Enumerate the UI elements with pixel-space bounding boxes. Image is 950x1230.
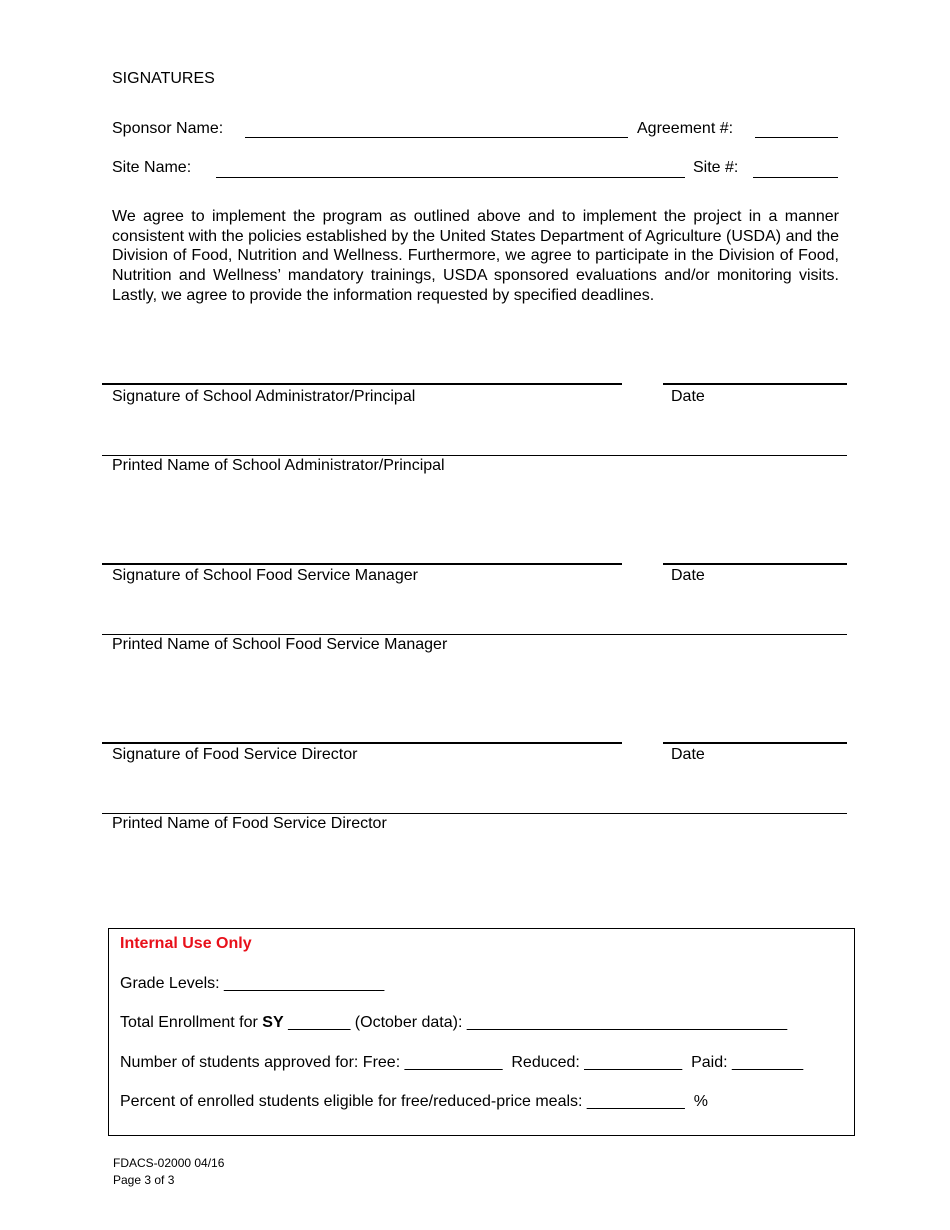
agreement-paragraph: We agree to implement the program as outlined above and to implement the project in a manner consistent with the policies established by the United States Department of Agriculture (USDA) and the Division of Food, Nutrition and Wellness. Furthermore, we agree to participate in the Division of Food, Nutrition and Wellness’ mandatory trainings, USDA sponsored evaluations and/or monitoring visits. Lastly, we agree to provide the information requested by specified deadlines. <box>112 208 839 304</box>
enrollment-prefix: Total Enrollment for <box>120 1014 263 1031</box>
site-name-label: Site Name: <box>112 159 192 176</box>
date-line[interactable] <box>663 383 847 385</box>
page-title: SIGNATURES <box>112 70 215 87</box>
sponsor-name-field[interactable] <box>245 121 628 138</box>
students-approved-field[interactable]: Number of students approved for: Free: ___________ Reduced: ___________ Paid: ________ <box>120 1054 804 1071</box>
site-number-label: Site #: <box>693 159 739 176</box>
printed-name-line[interactable] <box>102 813 847 814</box>
date-line[interactable] <box>663 563 847 565</box>
printed-name-label: Printed Name of Food Service Director <box>112 815 387 832</box>
agreement-number-field[interactable] <box>755 121 838 138</box>
printed-name-line[interactable] <box>102 634 847 635</box>
sponsor-name-label: Sponsor Name: <box>112 120 224 137</box>
enrollment-suffix: _______ (October data): ____________________________________ <box>283 1014 788 1031</box>
printed-name-line[interactable] <box>102 455 847 456</box>
signature-line[interactable] <box>102 742 622 744</box>
signature-label: Signature of School Administrator/Principal <box>112 388 416 405</box>
signature-line[interactable] <box>102 563 622 565</box>
signature-line[interactable] <box>102 383 622 385</box>
internal-use-title: Internal Use Only <box>120 935 252 952</box>
page-number: Page 3 of 3 <box>113 1173 175 1187</box>
printed-name-label: Printed Name of School Administrator/Principal <box>112 457 445 474</box>
grade-levels-field[interactable]: Grade Levels: __________________ <box>120 975 385 992</box>
site-number-field[interactable] <box>753 161 838 178</box>
site-name-field[interactable] <box>216 161 685 178</box>
percent-eligible-field[interactable]: Percent of enrolled students eligible for free/reduced-price meals: ___________ % <box>120 1093 708 1110</box>
total-enrollment-field[interactable] <box>120 1014 787 1032</box>
date-label: Date <box>671 746 705 763</box>
date-line[interactable] <box>663 742 847 744</box>
date-label: Date <box>671 567 705 584</box>
agreement-number-label: Agreement #: <box>637 120 734 137</box>
signature-label: Signature of School Food Service Manager <box>112 567 418 584</box>
enrollment-sy: SY <box>262 1014 284 1031</box>
signature-label: Signature of Food Service Director <box>112 746 358 763</box>
date-label: Date <box>671 388 705 405</box>
form-id: FDACS-02000 04/16 <box>113 1156 225 1170</box>
printed-name-label: Printed Name of School Food Service Manager <box>112 636 448 653</box>
